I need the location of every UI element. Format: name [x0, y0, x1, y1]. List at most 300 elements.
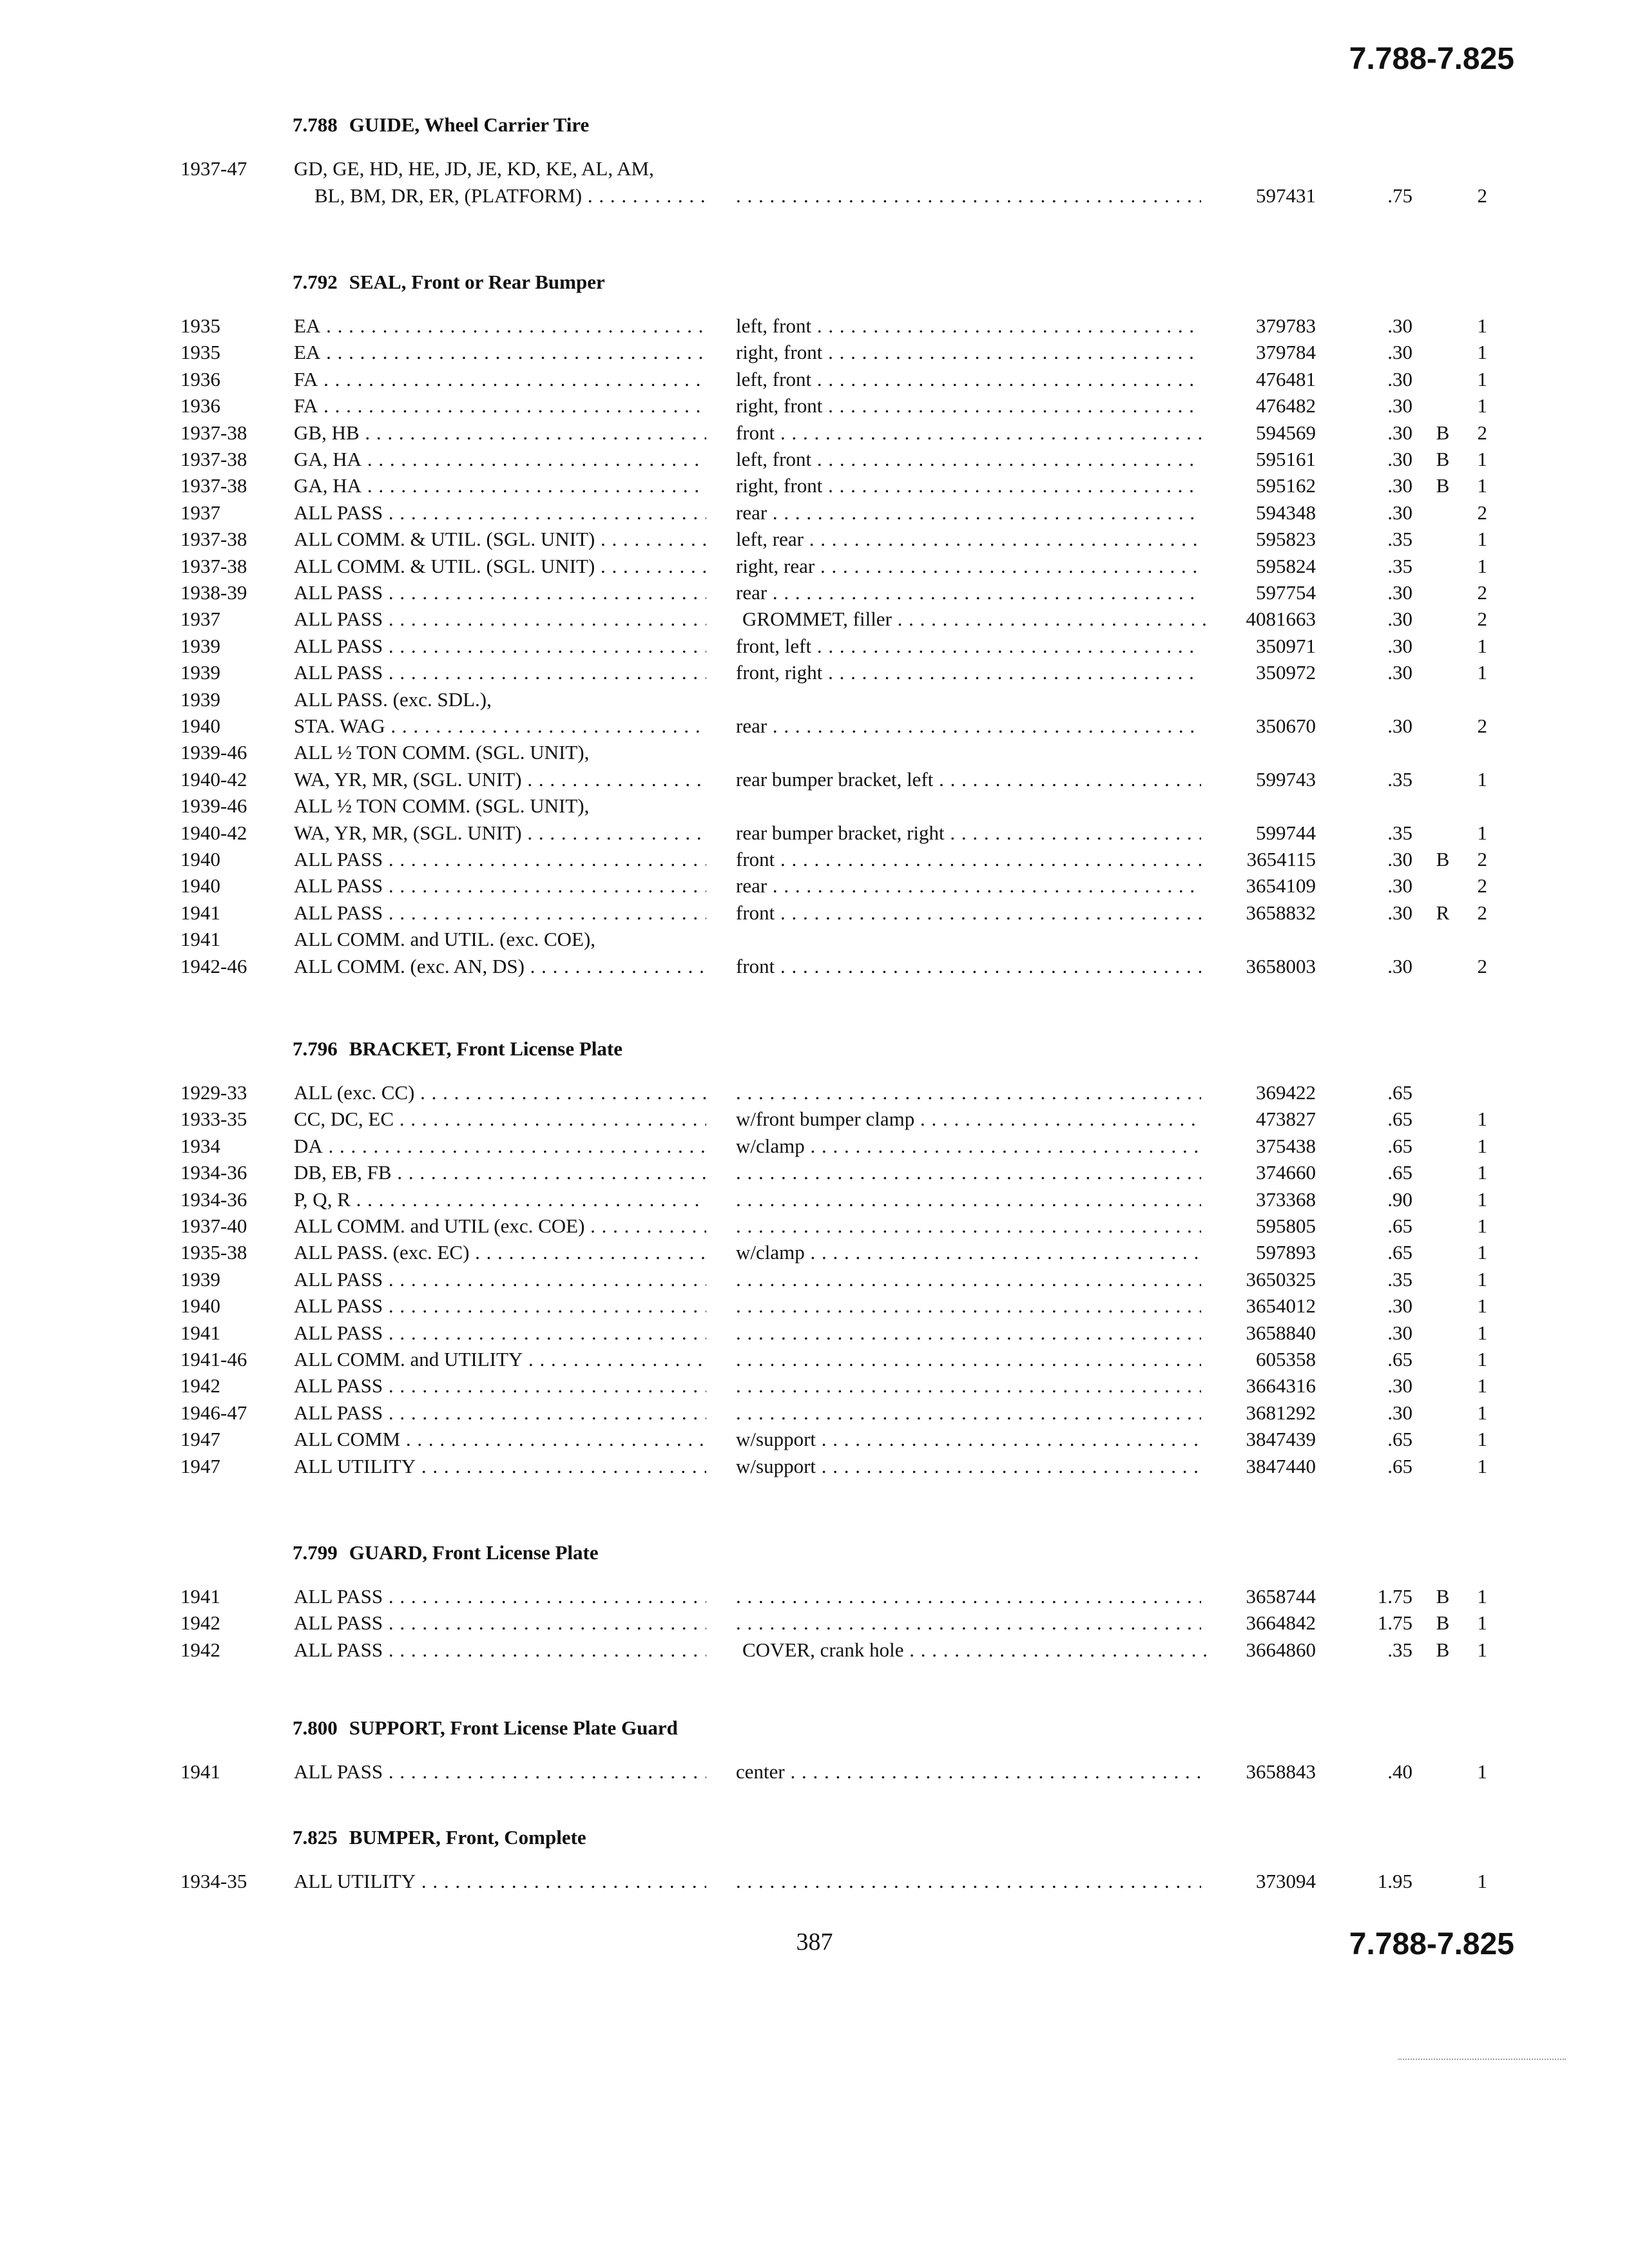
- part-description: right, front . . .: [736, 341, 1201, 364]
- part-description: [736, 1348, 1201, 1371]
- table-row: [0, 314, 1629, 341]
- model-years: 1941: [180, 928, 220, 950]
- part-number: 594569: [1256, 421, 1316, 444]
- part-description: rear bumper bracket, right . . .: [736, 822, 1201, 845]
- quantity: 1: [1477, 368, 1487, 390]
- section-heading: GUIDE, Wheel Carrier Tire: [349, 113, 590, 136]
- model-years: 1934-35: [180, 1870, 247, 1892]
- list-price: .30: [1387, 955, 1412, 977]
- model-list: ALL PASS . . .: [294, 874, 706, 898]
- model-list: BL, BM, DR, ER, (PLATFORM) . . .: [314, 184, 706, 207]
- list-price: .30: [1387, 715, 1412, 737]
- part-description: front, left . . .: [736, 635, 1201, 658]
- part-description: [736, 1188, 1201, 1211]
- part-description: front, right . . .: [736, 661, 1201, 684]
- model-years: 1940: [180, 715, 220, 737]
- model-list: FA . . .: [294, 394, 706, 418]
- part-number: 595823: [1256, 528, 1316, 550]
- model-list: ALL PASS . . .: [294, 848, 706, 871]
- model-list: FA . . .: [294, 368, 706, 391]
- part-description: right, front . . .: [736, 474, 1201, 497]
- model-years: 1934: [180, 1135, 220, 1157]
- quantity: 2: [1477, 848, 1487, 870]
- table-row: [0, 1108, 1629, 1134]
- section-title: [293, 1541, 599, 1564]
- model-list: EA . . .: [294, 341, 706, 364]
- model-years: 1941: [180, 1321, 220, 1344]
- list-price: .65: [1387, 1455, 1412, 1477]
- table-row: [0, 1161, 1629, 1187]
- table-row: [0, 555, 1629, 581]
- table-row: [0, 1639, 1629, 1665]
- table-row: [0, 394, 1629, 421]
- model-list: ALL COMM . . .: [294, 1428, 706, 1451]
- part-description: [736, 1215, 1201, 1238]
- quantity: 1: [1477, 1611, 1487, 1634]
- section-heading: SUPPORT, Front License Plate Guard: [349, 1716, 678, 1739]
- list-price: .30: [1387, 474, 1412, 497]
- part-description: [736, 184, 1201, 207]
- quantity: 1: [1477, 1639, 1487, 1661]
- section-number: 7.825: [293, 1826, 338, 1849]
- table-row: [0, 928, 1629, 954]
- status-code: B: [1436, 474, 1450, 497]
- table-row: [0, 184, 1629, 211]
- part-number: 595162: [1256, 474, 1316, 497]
- part-number: 3658840: [1246, 1321, 1316, 1344]
- list-price: .30: [1387, 1401, 1412, 1424]
- model-years: 1941-46: [180, 1348, 247, 1370]
- model-list: ALL COMM. & UTIL. (SGL. UNIT) . . .: [294, 555, 706, 578]
- table-row: [0, 1870, 1629, 1896]
- status-code: B: [1436, 421, 1450, 444]
- model-list: DB, EB, FB . . .: [294, 1161, 706, 1184]
- part-description: GROMMET, filler . . .: [742, 608, 1208, 631]
- part-number: 3664316: [1246, 1374, 1316, 1397]
- part-number: 373368: [1256, 1188, 1316, 1211]
- model-list: ALL UTILITY . . .: [294, 1870, 706, 1893]
- part-number: 3664860: [1246, 1639, 1316, 1661]
- section-number: 7.792: [293, 271, 338, 293]
- part-description: [736, 1321, 1201, 1345]
- model-list: ALL PASS . . .: [294, 1374, 706, 1398]
- model-list: ALL ½ TON COMM. (SGL. UNIT),: [294, 741, 590, 764]
- list-price: .90: [1387, 1188, 1412, 1211]
- part-number: 3658744: [1246, 1585, 1316, 1608]
- part-number: 595161: [1256, 448, 1316, 470]
- model-list: GA, HA . . .: [294, 448, 706, 471]
- model-list: ALL PASS. (exc. SDL.),: [294, 688, 492, 711]
- status-code: B: [1436, 1639, 1450, 1661]
- model-list: ALL UTILITY . . .: [294, 1455, 706, 1478]
- part-description: front . . .: [736, 955, 1201, 978]
- model-years: 1947: [180, 1428, 220, 1450]
- list-price: .30: [1387, 1294, 1412, 1317]
- model-years: 1937: [180, 608, 220, 630]
- model-years: 1942: [180, 1639, 220, 1661]
- list-price: .65: [1387, 1081, 1412, 1104]
- section-title: [293, 113, 589, 137]
- part-number: 595824: [1256, 555, 1316, 577]
- model-years: 1942: [180, 1611, 220, 1634]
- model-list: ALL PASS . . .: [294, 1585, 706, 1608]
- model-years: 1940-42: [180, 768, 247, 791]
- list-price: .30: [1387, 421, 1412, 444]
- part-number: 597893: [1256, 1241, 1316, 1264]
- quantity: 1: [1477, 1760, 1487, 1783]
- table-row: [0, 1268, 1629, 1294]
- table-row: [0, 874, 1629, 901]
- section-title: [293, 1826, 586, 1849]
- model-years: 1937-38: [180, 474, 247, 497]
- model-list: ALL PASS . . .: [294, 901, 706, 925]
- quantity: 1: [1477, 555, 1487, 577]
- quantity: 2: [1477, 421, 1487, 444]
- part-number: 599744: [1256, 822, 1316, 844]
- model-years: 1939: [180, 635, 220, 657]
- model-years: 1935-38: [180, 1241, 247, 1264]
- part-description: right, rear . . .: [736, 555, 1201, 578]
- model-years: 1937-38: [180, 528, 247, 550]
- list-price: .30: [1387, 448, 1412, 470]
- table-row: [0, 1241, 1629, 1267]
- quantity: 1: [1477, 822, 1487, 844]
- part-description: [736, 1401, 1201, 1425]
- part-description: [736, 1294, 1201, 1318]
- part-description: [736, 1611, 1201, 1635]
- list-price: .30: [1387, 394, 1412, 417]
- part-number: 473827: [1256, 1108, 1316, 1130]
- part-description: center . . .: [736, 1760, 1201, 1783]
- model-list: GB, HB . . .: [294, 421, 706, 445]
- list-price: .65: [1387, 1215, 1412, 1237]
- part-description: front . . .: [736, 901, 1201, 925]
- model-list: GA, HA . . .: [294, 474, 706, 497]
- model-years: 1937: [180, 501, 220, 524]
- quantity: 1: [1477, 1401, 1487, 1424]
- model-list: ALL PASS . . .: [294, 1268, 706, 1291]
- table-row: [0, 1455, 1629, 1481]
- quantity: 2: [1477, 955, 1487, 977]
- quantity: 1: [1477, 1215, 1487, 1237]
- quantity: 1: [1477, 1374, 1487, 1397]
- section-number: 7.800: [293, 1716, 338, 1739]
- quantity: 1: [1477, 661, 1487, 684]
- list-price: .30: [1387, 901, 1412, 924]
- quantity: 1: [1477, 341, 1487, 363]
- model-years: 1941: [180, 1585, 220, 1608]
- section-heading: BRACKET, Front License Plate: [349, 1037, 622, 1060]
- model-list: ALL COMM. and UTIL (exc. COE) . . .: [294, 1215, 706, 1238]
- list-price: .65: [1387, 1241, 1412, 1264]
- model-list: DA . . .: [294, 1135, 706, 1158]
- quantity: 2: [1477, 184, 1487, 207]
- part-description: rear bumper bracket, left . . .: [736, 768, 1201, 791]
- list-price: .30: [1387, 608, 1412, 630]
- model-years: 1935: [180, 314, 220, 337]
- quantity: 1: [1477, 1585, 1487, 1608]
- section-number: 7.799: [293, 1541, 338, 1564]
- model-list: P, Q, R . . .: [294, 1188, 706, 1211]
- list-price: .30: [1387, 874, 1412, 897]
- list-price: .30: [1387, 581, 1412, 604]
- list-price: 1.75: [1377, 1585, 1412, 1608]
- quantity: 2: [1477, 501, 1487, 524]
- part-number: 3681292: [1246, 1401, 1316, 1424]
- list-price: .30: [1387, 661, 1412, 684]
- part-number: 3847440: [1246, 1455, 1316, 1477]
- list-price: .30: [1387, 501, 1412, 524]
- list-price: .30: [1387, 314, 1412, 337]
- part-description: rear . . .: [736, 715, 1201, 738]
- section-heading: GUARD, Front License Plate: [349, 1541, 599, 1564]
- section-number: 7.796: [293, 1037, 338, 1060]
- model-list: ALL PASS . . .: [294, 1401, 706, 1425]
- model-list: ALL (exc. CC) . . .: [294, 1081, 706, 1104]
- quantity: 1: [1477, 1135, 1487, 1157]
- model-list: ALL PASS . . .: [294, 1611, 706, 1635]
- quantity: 1: [1477, 1108, 1487, 1130]
- part-number: 3847439: [1246, 1428, 1316, 1450]
- part-number: 594348: [1256, 501, 1316, 524]
- model-list: ALL PASS . . .: [294, 1321, 706, 1345]
- list-price: 1.95: [1377, 1870, 1412, 1892]
- quantity: 2: [1477, 901, 1487, 924]
- model-years: 1934-36: [180, 1188, 247, 1211]
- table-row: [0, 1401, 1629, 1428]
- list-price: .30: [1387, 1321, 1412, 1344]
- quantity: 1: [1477, 1294, 1487, 1317]
- quantity: 1: [1477, 394, 1487, 417]
- model-years: 1937-38: [180, 448, 247, 470]
- quantity: 1: [1477, 1241, 1487, 1264]
- section-heading: SEAL, Front or Rear Bumper: [349, 271, 605, 293]
- part-description: rear . . .: [736, 874, 1201, 898]
- model-list: ALL PASS . . .: [294, 1639, 706, 1662]
- part-description: [736, 1161, 1201, 1184]
- section-title: [293, 1037, 622, 1061]
- quantity: 1: [1477, 1321, 1487, 1344]
- list-price: .35: [1387, 1639, 1412, 1661]
- part-number: 597754: [1256, 581, 1316, 604]
- list-price: .35: [1387, 528, 1412, 550]
- list-price: .35: [1387, 1268, 1412, 1291]
- status-code: B: [1436, 1611, 1450, 1634]
- model-years: 1939-46: [180, 741, 247, 764]
- quantity: 1: [1477, 1455, 1487, 1477]
- model-years: 1941: [180, 1760, 220, 1783]
- model-list: STA. WAG . . .: [294, 715, 706, 738]
- table-row: [0, 661, 1629, 687]
- model-years: 1946-47: [180, 1401, 247, 1424]
- part-number: 350972: [1256, 661, 1316, 684]
- model-list: ALL COMM. & UTIL. (SGL. UNIT) . . .: [294, 528, 706, 551]
- part-number: 379784: [1256, 341, 1316, 363]
- list-price: .35: [1387, 768, 1412, 791]
- quantity: 1: [1477, 635, 1487, 657]
- list-price: .65: [1387, 1108, 1412, 1130]
- list-price: .30: [1387, 368, 1412, 390]
- table-row: [0, 1760, 1629, 1787]
- table-row: [0, 1215, 1629, 1241]
- table-row: [0, 635, 1629, 661]
- part-description: [736, 1374, 1201, 1398]
- table-row: [0, 528, 1629, 554]
- table-row: [0, 368, 1629, 394]
- quantity: 1: [1477, 1428, 1487, 1450]
- list-price: .40: [1387, 1760, 1412, 1783]
- table-row: [0, 501, 1629, 528]
- table-row: [0, 581, 1629, 608]
- model-list: ALL PASS . . .: [294, 635, 706, 658]
- table-row: [0, 794, 1629, 821]
- part-number: 375438: [1256, 1135, 1316, 1157]
- table-row: [0, 955, 1629, 981]
- model-years: 1938-39: [180, 581, 247, 604]
- part-description: [736, 1585, 1201, 1608]
- list-price: .65: [1387, 1348, 1412, 1370]
- part-number: 595805: [1256, 1215, 1316, 1237]
- part-number: 373094: [1256, 1870, 1316, 1892]
- table-row: [0, 1135, 1629, 1161]
- part-number: 350670: [1256, 715, 1316, 737]
- part-description: front . . .: [736, 848, 1201, 871]
- table-row: [0, 341, 1629, 367]
- quantity: 1: [1477, 528, 1487, 550]
- model-list: WA, YR, MR, (SGL. UNIT) . . .: [294, 822, 706, 845]
- table-row: [0, 1585, 1629, 1611]
- part-number: 3658003: [1246, 955, 1316, 977]
- part-description: rear . . .: [736, 501, 1201, 524]
- table-row: [0, 1294, 1629, 1321]
- model-years: 1939-46: [180, 794, 247, 817]
- list-price: .35: [1387, 822, 1412, 844]
- part-description: w/clamp . . .: [736, 1241, 1201, 1264]
- quantity: 2: [1477, 715, 1487, 737]
- model-years: 1936: [180, 394, 220, 417]
- quantity: 1: [1477, 474, 1487, 497]
- table-row: [0, 688, 1629, 715]
- list-price: .35: [1387, 555, 1412, 577]
- part-description: [736, 1268, 1201, 1291]
- table-row: [0, 768, 1629, 794]
- quantity: 2: [1477, 581, 1487, 604]
- status-code: B: [1436, 848, 1450, 870]
- model-years: 1937-40: [180, 1215, 247, 1237]
- model-list: ALL PASS . . .: [294, 1760, 706, 1783]
- part-description: w/clamp . . .: [736, 1135, 1201, 1158]
- model-years: 1939: [180, 1268, 220, 1291]
- part-number: 374660: [1256, 1161, 1316, 1184]
- part-number: 3650325: [1246, 1268, 1316, 1291]
- part-description: left, front . . .: [736, 448, 1201, 471]
- part-description: left, front . . .: [736, 368, 1201, 391]
- list-price: .30: [1387, 341, 1412, 363]
- part-number: 3654109: [1246, 874, 1316, 897]
- model-years: 1937-47: [180, 157, 247, 180]
- part-number: 3664842: [1246, 1611, 1316, 1634]
- part-number: 369422: [1256, 1081, 1316, 1104]
- section-number: 7.788: [293, 113, 338, 136]
- section-title: [293, 1716, 678, 1740]
- model-years: 1939: [180, 688, 220, 711]
- part-description: left, rear . . .: [736, 528, 1201, 551]
- model-list: ALL PASS . . .: [294, 1294, 706, 1318]
- list-price: .65: [1387, 1161, 1412, 1184]
- model-list: WA, YR, MR, (SGL. UNIT) . . .: [294, 768, 706, 791]
- model-years: 1937-38: [180, 555, 247, 577]
- quantity: 1: [1477, 448, 1487, 470]
- status-code: R: [1436, 901, 1450, 924]
- model-list: EA . . .: [294, 314, 706, 338]
- part-number: 476481: [1256, 368, 1316, 390]
- model-years: 1933-35: [180, 1108, 247, 1130]
- part-number: 476482: [1256, 394, 1316, 417]
- list-price: .30: [1387, 1374, 1412, 1397]
- part-description: w/front bumper clamp . . .: [736, 1108, 1201, 1131]
- part-number: 350971: [1256, 635, 1316, 657]
- table-row: [0, 1081, 1629, 1108]
- model-years: 1940-42: [180, 822, 247, 844]
- table-row: [0, 901, 1629, 928]
- status-code: B: [1436, 448, 1450, 470]
- quantity: 1: [1477, 1268, 1487, 1291]
- model-list: ALL COMM. and UTILITY . . .: [294, 1348, 706, 1371]
- table-row: [0, 1321, 1629, 1348]
- quantity: 1: [1477, 1188, 1487, 1211]
- part-number: 3658832: [1246, 901, 1316, 924]
- model-years: 1941: [180, 901, 220, 924]
- part-description: left, front . . .: [736, 314, 1201, 338]
- part-description: w/support . . .: [736, 1455, 1201, 1478]
- part-number: 597431: [1256, 184, 1316, 207]
- section-title: [293, 271, 605, 294]
- table-row: [0, 421, 1629, 448]
- page-range-footer: 7.788-7.825: [1349, 1927, 1514, 1961]
- part-description: rear . . .: [736, 581, 1201, 604]
- model-years: 1940: [180, 848, 220, 870]
- model-years: 1937-38: [180, 421, 247, 444]
- model-list: ALL PASS . . .: [294, 608, 706, 631]
- table-row: [0, 1374, 1629, 1401]
- model-years: 1940: [180, 1294, 220, 1317]
- table-row: [0, 157, 1629, 184]
- model-list: CC, DC, EC . . .: [294, 1108, 706, 1131]
- table-row: [0, 822, 1629, 848]
- table-row: [0, 1188, 1629, 1215]
- part-description: right, front . . .: [736, 394, 1201, 418]
- table-row: [0, 448, 1629, 474]
- scan-edge-mark: [1398, 2059, 1566, 2062]
- model-list: ALL PASS. (exc. EC) . . .: [294, 1241, 706, 1264]
- page-number: 387: [796, 1928, 833, 1956]
- section-heading: BUMPER, Front, Complete: [349, 1826, 586, 1849]
- part-number: 605358: [1256, 1348, 1316, 1370]
- model-years: 1936: [180, 368, 220, 390]
- quantity: 1: [1477, 1348, 1487, 1370]
- model-years: 1935: [180, 341, 220, 363]
- part-description: [736, 1081, 1201, 1104]
- model-list: ALL COMM. and UTIL. (exc. COE),: [294, 928, 596, 950]
- list-price: 1.75: [1377, 1611, 1412, 1634]
- model-list: ALL PASS . . .: [294, 501, 706, 524]
- list-price: .75: [1387, 184, 1412, 207]
- part-number: 599743: [1256, 768, 1316, 791]
- list-price: .65: [1387, 1428, 1412, 1450]
- part-description: w/support . . .: [736, 1428, 1201, 1451]
- quantity: 1: [1477, 768, 1487, 791]
- status-code: B: [1436, 1585, 1450, 1608]
